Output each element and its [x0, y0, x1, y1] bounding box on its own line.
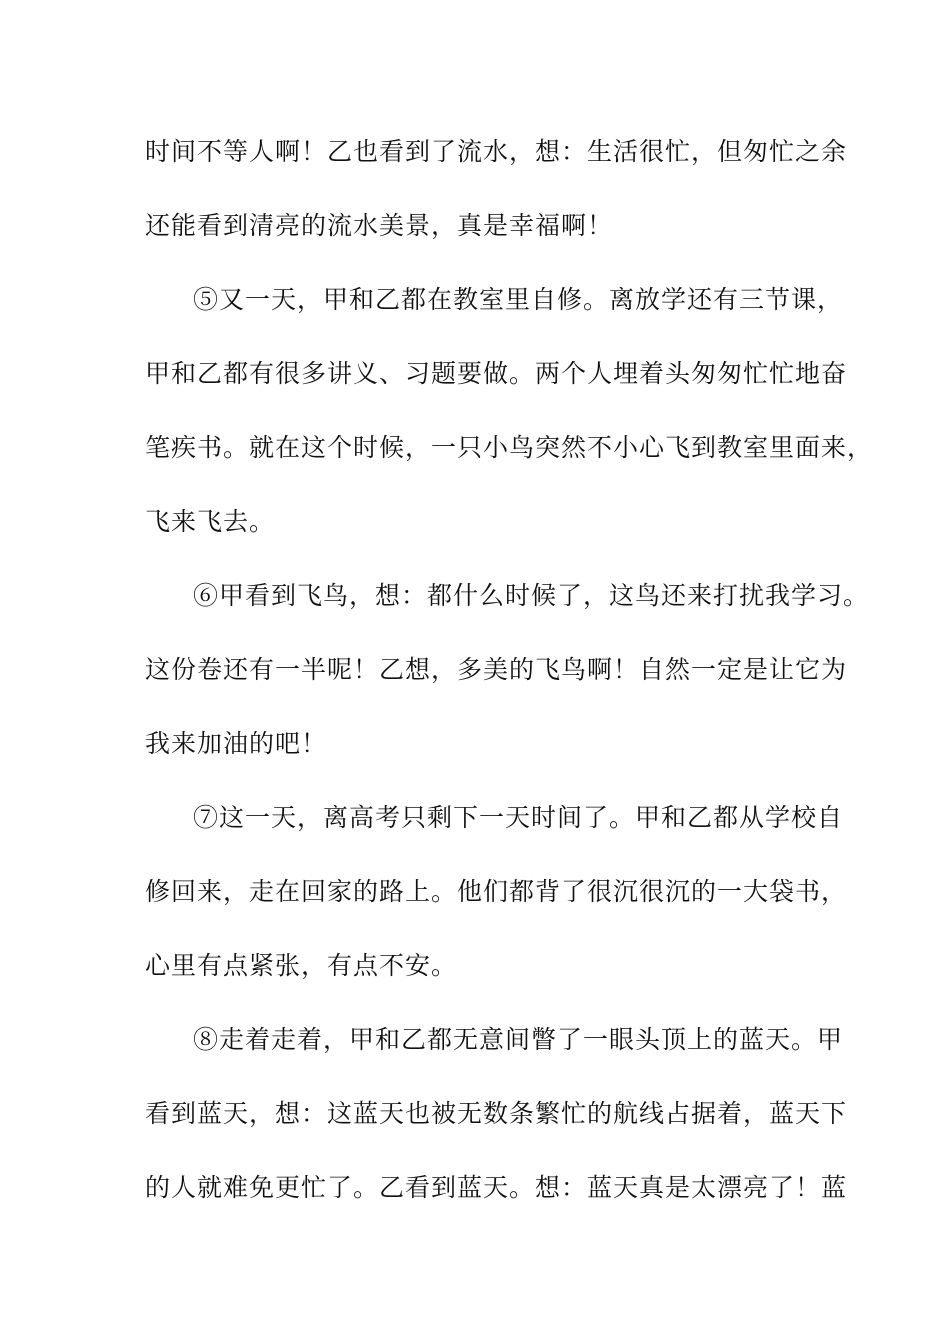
text-line: 还能看到清亮的流水美景，真是幸福啊！	[145, 211, 614, 240]
text-line: 时间不等人啊！乙也看到了流水，想：生活很忙，但匆忙之余	[145, 137, 848, 166]
paragraph-5-start: ⑤又一天，甲和乙都在教室里自修。离放学还有三节课，	[193, 285, 844, 314]
text-line: 甲和乙都有很多讲义、习题要做。两个人埋着头匆匆忙忙地奋	[145, 359, 848, 388]
story-text	[145, 132, 874, 1242]
text-line: 笔疾书。就在这个时候，一只小鸟突然不小心飞到教室里面来，	[145, 433, 874, 462]
text-line: 看到蓝天，想：这蓝天也被无数条繁忙的航线占据着，蓝天下	[145, 1099, 848, 1128]
text-line: 我来加油的吧！	[145, 729, 328, 758]
text-line: 修回来，走在回家的路上。他们都背了很沉很沉的一大袋书，	[145, 877, 848, 906]
paragraph-6-start: ⑥甲看到飞鸟，想：都什么时候了，这鸟还来打扰我学习。	[193, 581, 870, 610]
paragraph-7-start: ⑦这一天，离高考只剩下一天时间了。甲和乙都从学校自	[193, 803, 844, 832]
text-line: 心里有点紧张，有点不安。	[145, 951, 458, 980]
paragraph-8-start: ⑧走着走着，甲和乙都无意间瞥了一眼头顶上的蓝天。甲	[193, 1025, 844, 1054]
text-line: 飞来飞去。	[145, 507, 276, 536]
text-line: 的人就难免更忙了。乙看到蓝天。想：蓝天真是太漂亮了！蓝	[145, 1173, 848, 1202]
text-line: 这份卷还有一半呢！乙想，多美的飞鸟啊！自然一定是让它为	[145, 655, 848, 684]
